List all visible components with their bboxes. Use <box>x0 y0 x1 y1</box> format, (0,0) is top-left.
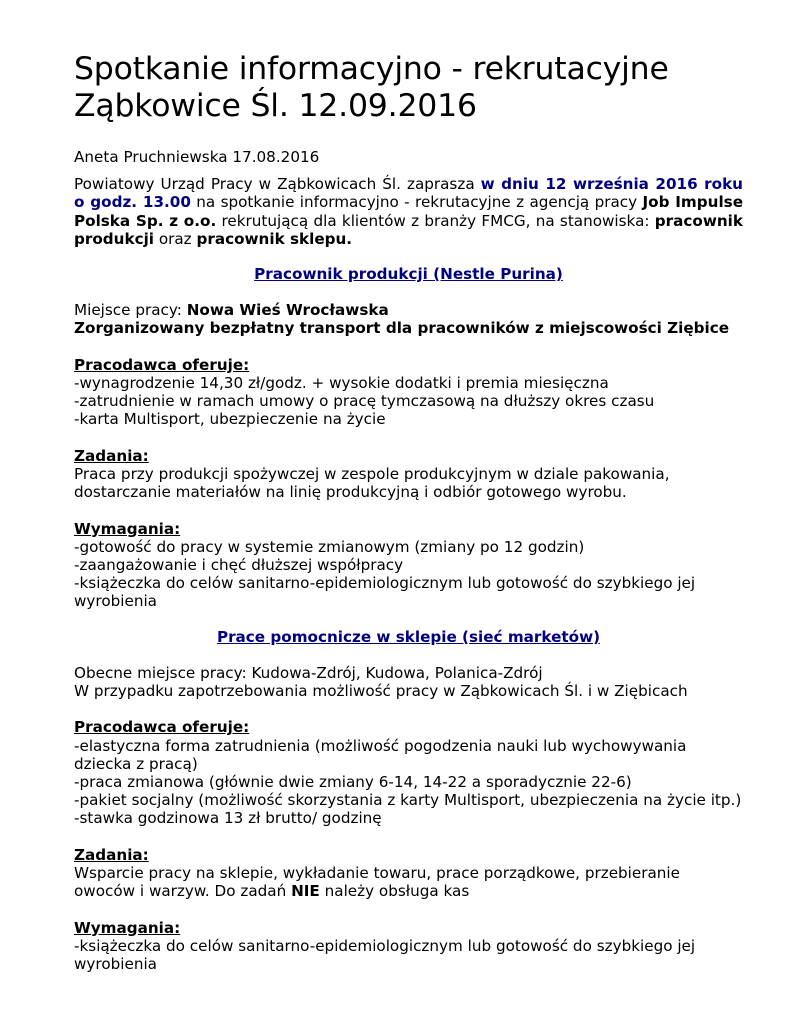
list-item: -książeczka do celów sanitarno-epidemiologicznym lub gotowość do szybkiego jej wyrobienia <box>74 936 696 974</box>
list-item: -pakiet socjalny (możliwość skorzystania z karty Multisport, ubezpieczenia na życie itp.) <box>74 791 742 810</box>
agency-name: Job Impulse Polska Sp. z o.o. <box>74 193 743 230</box>
section2-place: Obecne miejsce pracy: Kudowa-Zdrój, Kudowa, Polanica-Zdrój <box>74 663 543 682</box>
list-item: -elastyczna forma zatrudnienia (możliwość pogodzenia nauki lub wychowywania dziecka z pracą) <box>74 736 687 773</box>
section2-title: Prace pomocnicze w sklepie (sieć marketów) <box>216 627 601 646</box>
section2-tasks: Wsparcie pracy na sklepie, wykładanie towaru, prace porządkowe, przebieranie owoców i warzyw. Do zadań NIE należy obsługa kas <box>74 864 680 901</box>
intro-paragraph: Powiatowy Urząd Pracy w Ząbkowicach Śl. zaprasza w dniu 12 września 2016 roku o godz. 13.00 na spotkanie informacyjno - rekrutacyjne z agencją pracy Job Impulse Polska Sp. z o.o. rekrutującą dla klientów z branży FMCG, na stanowiska: pracownik produkcji oraz pracownik sklepu. <box>74 175 743 248</box>
section2-offer-heading: Pracodawca oferuje: <box>74 718 250 737</box>
section1-tasks-heading: Zadania: <box>74 446 149 465</box>
meeting-date: w dniu 12 września 2016 roku o godz. 13.00 <box>74 175 743 212</box>
list-item: -książeczka do celów sanitarno-epidemiologicznym lub gotowość do szybkiego jej wyrobienia <box>74 574 696 611</box>
section1-tasks: Praca przy produkcji spożywczej w zespole produkcyjnym w dziale pakowania, dostarczanie materiałów na linię produkcyjną i odbiór gotowego wyrobu. <box>74 465 670 502</box>
list-item: -gotowość do pracy w systemie zmianowym (zmiany po 12 godzin) <box>74 537 585 556</box>
list-item: -zaangażowanie i chęć dłuższej współpracy <box>74 556 404 575</box>
list-item: -karta Multisport, ubezpieczenie na życie <box>74 410 386 429</box>
section1-transport: Zorganizowany bezpłatny transport dla pracowników z miejscowości Ziębice <box>74 319 730 338</box>
section1-offer-heading: Pracodawca oferuje: <box>74 355 250 374</box>
section2-place-2: W przypadku zapotrzebowania możliwość pracy w Ząbkowicach Śl. i w Ziębicach <box>74 682 688 701</box>
list-item: -zatrudnienie w ramach umowy o pracę tymczasową na dłuższy okres czasu <box>74 392 655 411</box>
section1-req-heading: Wymagania: <box>74 519 181 538</box>
position-1: pracownik produkcji <box>74 211 743 248</box>
list-item: -wynagrodzenie 14,30 zł/godz. + wysokie dodatki i premia miesięczna <box>74 374 609 393</box>
section1-title: Pracownik produkcji (Nestle Purina) <box>254 265 563 284</box>
author-line: Aneta Pruchniewska 17.08.2016 <box>74 148 320 166</box>
page-title <box>74 0 743 125</box>
section2-req-heading: Wymagania: <box>74 918 181 937</box>
list-item: -praca zmianowa (głównie dwie zmiany 6-14, 14-22 a sporadycznie 22-6) <box>74 773 632 792</box>
section2-tasks-heading: Zadania: <box>74 845 149 864</box>
position-2: pracownik sklepu. <box>196 229 353 248</box>
list-item: -stawka godzinowa 13 zł brutto/ godzinę <box>74 809 382 828</box>
section1-place: Miejsce pracy: Nowa Wieś Wrocławska <box>74 301 389 320</box>
title-line-1: Spotkanie informacyjno - rekrutacyjne <box>74 51 669 87</box>
title-line-2: Ząbkowice Śl. 12.09.2016 <box>74 88 477 124</box>
